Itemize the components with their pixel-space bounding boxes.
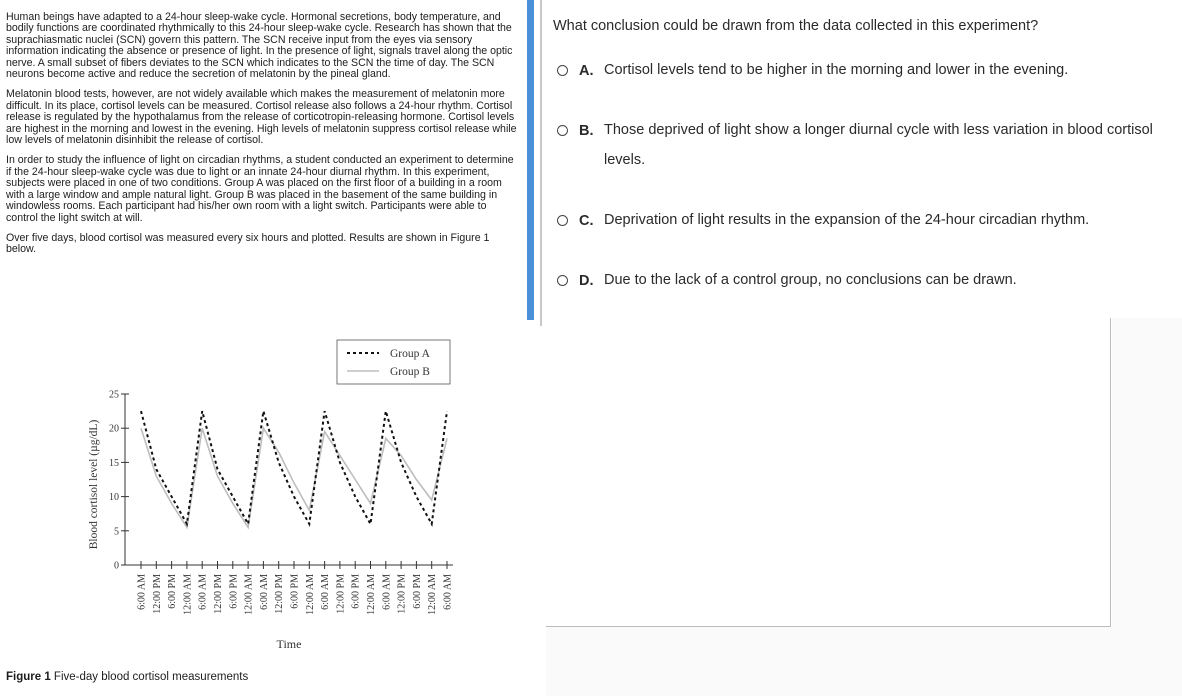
x-tick-label: 12:00 AM [243,574,255,615]
x-tick-label: 12:00 AM [366,574,377,615]
radio-button-icon[interactable] [557,125,568,136]
x-tick-label: 6:00 PM [350,574,362,609]
x-tick-label: 6:00 PM [228,574,240,609]
y-tick-label: 15 [109,457,119,469]
option-letter: B. [579,123,594,139]
empty-content-area [546,318,1111,627]
x-tick-label: 12:00 PM [335,574,347,614]
x-tick-label: 12:00 AM [427,574,439,615]
radio-button-icon[interactable] [557,215,568,226]
passage [6,12,518,265]
figure-caption [6,671,248,683]
cortisol-chart-svg [0,330,520,660]
y-tick-label: 0 [114,560,119,572]
x-tick-label: 6:00 AM [381,574,393,610]
passage-paragraph-4: Over five days, blood cortisol was measured every six hours and plotted. Results are shown in Figure 1 below. [6,231,490,256]
x-tick-label: 12:00 AM [182,574,194,615]
passage-paragraph-3: In order to study the influence of light on circadian rhythms, a student conducted an experiment to determine if the 24-hour sleep-wake cycle was due to light or an innate 24-hour diurnal rhythm. In this experiment, subjects were placed in one of two conditions. Group A was placed on the first floor of a building in a room with a large window and ample natural light. Group B was placed in the basement of the same building in windowless rooms. Each participant had his/her own room with a light switch. Participants were able to control the light switch at will. [6,154,514,224]
question-stem: What conclusion could be drawn from the data collected in this experiment? [553,18,1039,34]
series-line-group-a [141,411,447,524]
panel-divider-line [540,0,542,326]
radio-button-icon[interactable] [557,65,568,76]
right-gutter [1112,318,1182,696]
y-tick-label: 25 [109,389,119,401]
x-tick-label: 6:00 PM [167,574,179,609]
option-text: Cortisol levels tend to be higher in the morning and lower in the evening. [604,62,1069,78]
x-tick-label: 12:00 PM [396,574,408,614]
legend-label-group-b: Group B [390,366,430,378]
option-letter: A. [579,63,594,79]
x-tick-label: 6:00 AM [136,574,148,610]
figure-1-chart [0,330,520,660]
panel-divider-accent[interactable] [527,0,534,320]
figure-caption-label: Figure 1 [6,671,51,683]
x-tick-label: 12:00 AM [304,574,316,615]
x-tick-label: 6:00 AM [442,574,454,610]
y-tick-label: 5 [114,526,119,538]
passage-paragraph-1: Human beings have adapted to a 24-hour sleep-wake cycle. Hormonal secretions, body temperature, and bodily functions are coordinated rhythmically to this 24-hour sleep-wake cycle. Research has shown that the suprachiasmatic nuclei (SCN) govern this pattern. The SCN receive input from the eyes via sensory information indicating the absence or presence of light. In the presence of light, signals travel along the optic nerve. A small subset of fibers deviates to the SCN which indicates to the SCN the time of day. The SCN neurons become active and reduce the secretion of melatonin by the pineal gland. [6,11,513,81]
x-tick-label: 12:00 PM [213,574,224,614]
option-letter: C. [579,213,594,229]
x-tick-label: 6:00 AM [258,574,270,610]
y-tick-label: 20 [109,423,119,435]
option-text: Due to the lack of a control group, no conclusions can be drawn. [604,272,1017,288]
bottom-strip [546,627,1112,696]
x-tick-label: 6:00 PM [411,574,423,609]
option-letter: D. [579,273,594,289]
legend-label-group-a: Group A [390,348,430,360]
question-panel [543,0,1182,318]
option-text: Those deprived of light show a longer diurnal cycle with less variation in blood cortisol levels. [604,122,1153,168]
x-tick-label: 12:00 PM [151,574,163,614]
figure-caption-text: Five-day blood cortisol measurements [50,671,249,683]
y-axis-label: Blood cortisol level (µg/dL) [88,419,100,550]
x-tick-label: 6:00 PM [289,574,301,609]
x-tick-label: 12:00 PM [274,574,286,614]
x-axis-label: Time [276,637,302,651]
x-tick-label: 6:00 AM [197,574,209,610]
y-tick-label: 10 [109,492,119,504]
radio-button-icon[interactable] [557,275,568,286]
series-line-group-b [141,428,447,527]
x-tick-label: 6:00 AM [320,574,332,610]
option-text: Deprivation of light results in the expansion of the 24-hour circadian rhythm. [604,212,1090,228]
passage-paragraph-2: Melatonin blood tests, however, are not widely available which makes the measurement of melatonin more difficult. In its place, cortisol levels can be measured. Cortisol release also follows a 24-hour rhythm. Cortisol release is regulated by the hypothalamus from the release of corticotropin-releasing hormone. Cortisol levels are highest in the morning and lowest in the evening. High levels of melatonin suppress cortisol release while low levels of melatonin disinhibit the release of cortisol. [6,88,517,147]
